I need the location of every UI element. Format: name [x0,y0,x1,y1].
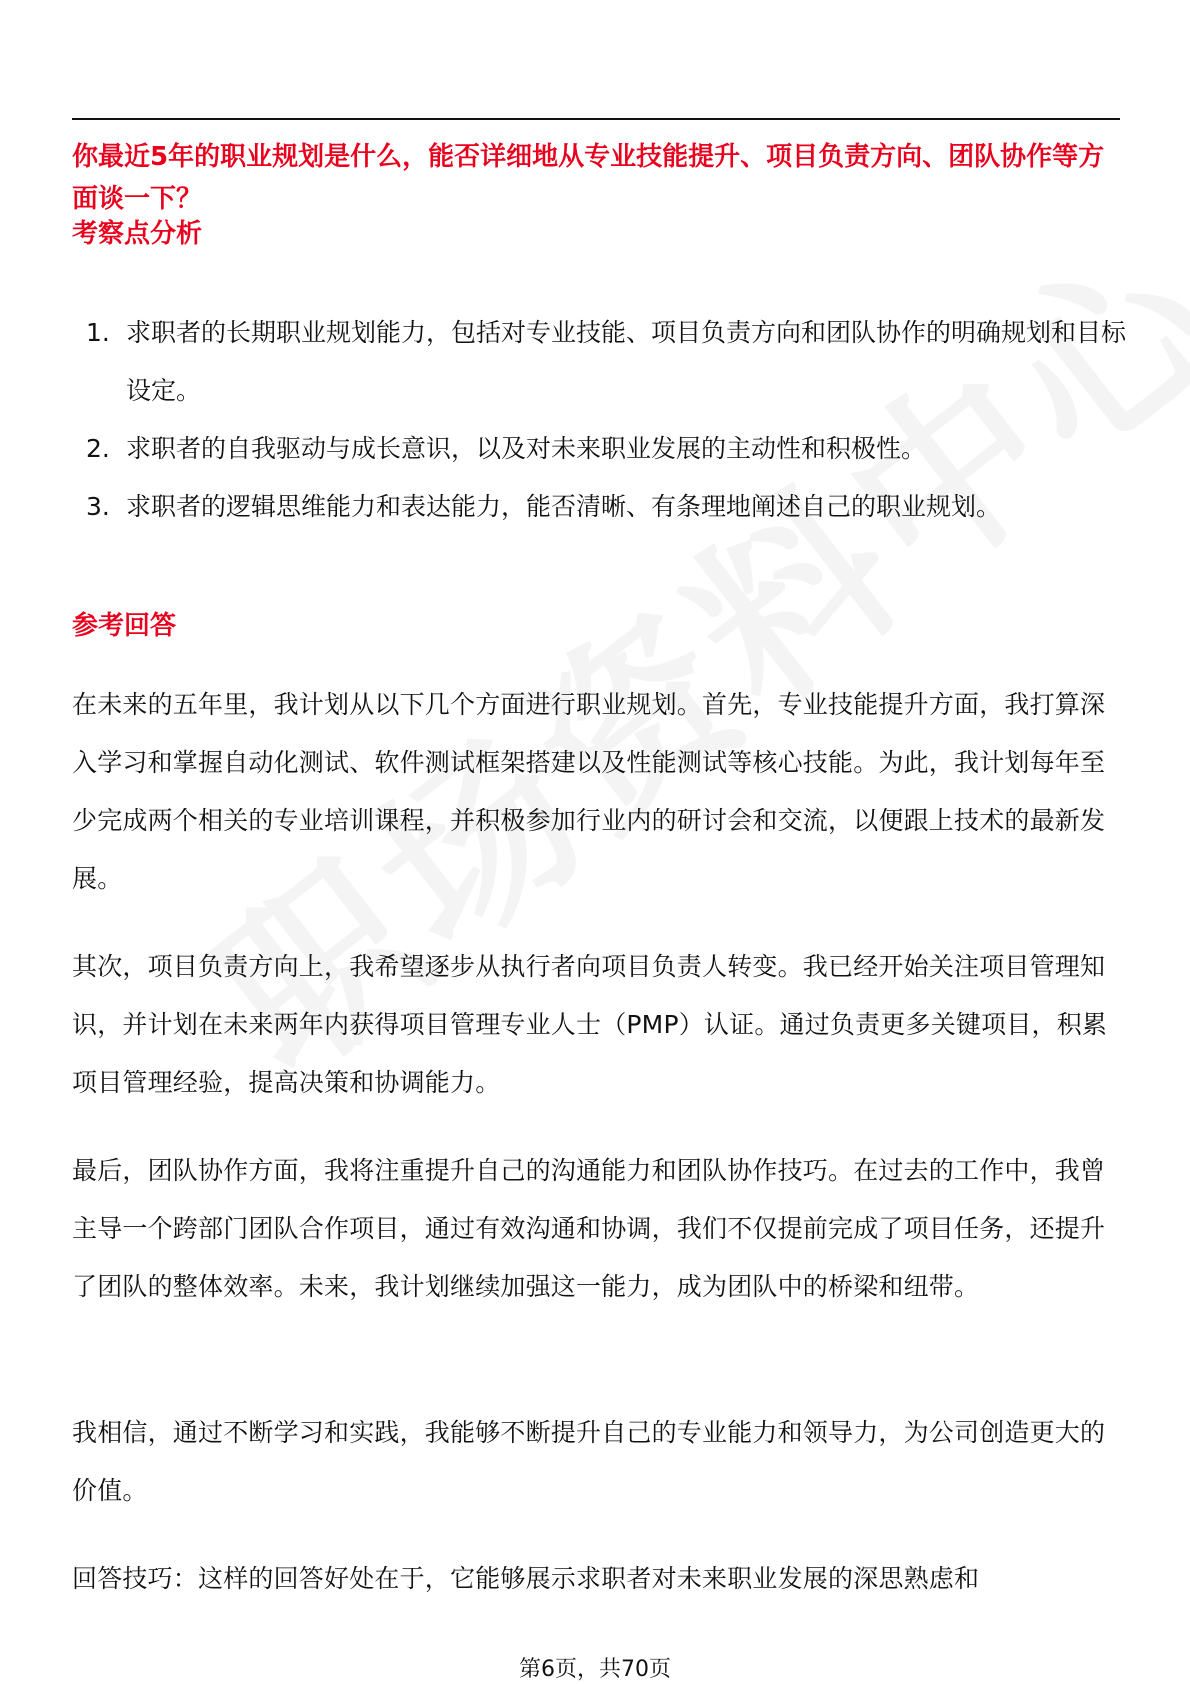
page-number: 第6页，共70页 [519,1657,671,1682]
answer-paragraph: 我相信，通过不断学习和实践，我能够不断提升自己的专业能力和领导力，为公司创造更大的价值。 [72,1418,1106,1505]
answer-tips: 回答技巧：这样的回答好处在于，它能够展示求职者对未来职业发展的深思熟虑和 [72,1564,980,1593]
list-item-text: 求职者的长期职业规划能力，包括对专业技能、项目负责方向和团队协作的明确规划和目标设定。 [126,318,1127,405]
list-item-text: 求职者的逻辑思维能力和表达能力，能否清晰、有条理地阐述自己的职业规划。 [126,492,1002,521]
question-title: 你最近5年的职业规划是什么，能否详细地从专业技能提升、项目负责方向、团队协作等方面谈一下？ [72,142,1105,214]
analysis-list [72,304,1132,536]
list-item [72,420,1132,478]
list-item-number: 2. [86,434,110,463]
answer-paragraph: 最后，团队协作方面，我将注重提升自己的沟通能力和团队协作技巧。在过去的工作中，我曾主导一个跨部门团队合作项目，通过有效沟通和协调，我们不仅提前完成了项目任务，还提升了团队的整体效率。未来，我计划继续加强这一能力，成为团队中的桥梁和纽带。 [72,1156,1106,1301]
list-item [72,478,1132,536]
list-item-text: 求职者的自我驱动与成长意识，以及对未来职业发展的主动性和积极性。 [126,434,927,463]
header-rule [72,118,1120,120]
answer-heading: 参考回答 [72,611,177,641]
analysis-heading: 考察点分析 [72,219,203,249]
list-item [72,304,1132,420]
list-item-number: 1. [86,318,110,347]
list-item-number: 3. [86,492,110,521]
answer-paragraph: 在未来的五年里，我计划从以下几个方面进行职业规划。首先，专业技能提升方面，我打算深入学习和掌握自动化测试、软件测试框架搭建以及性能测试等核心技能。为此，我计划每年至少完成两个相关的专业培训课程，并积极参加行业内的研讨会和交流，以便跟上技术的最新发展。 [72,690,1106,893]
answer-paragraph: 其次，项目负责方向上，我希望逐步从执行者向项目负责人转变。我已经开始关注项目管理知识，并计划在未来两年内获得项目管理专业人士（PMP）认证。通过负责更多关键项目，积累项目管理经验，提高决策和协调能力。 [72,952,1108,1097]
